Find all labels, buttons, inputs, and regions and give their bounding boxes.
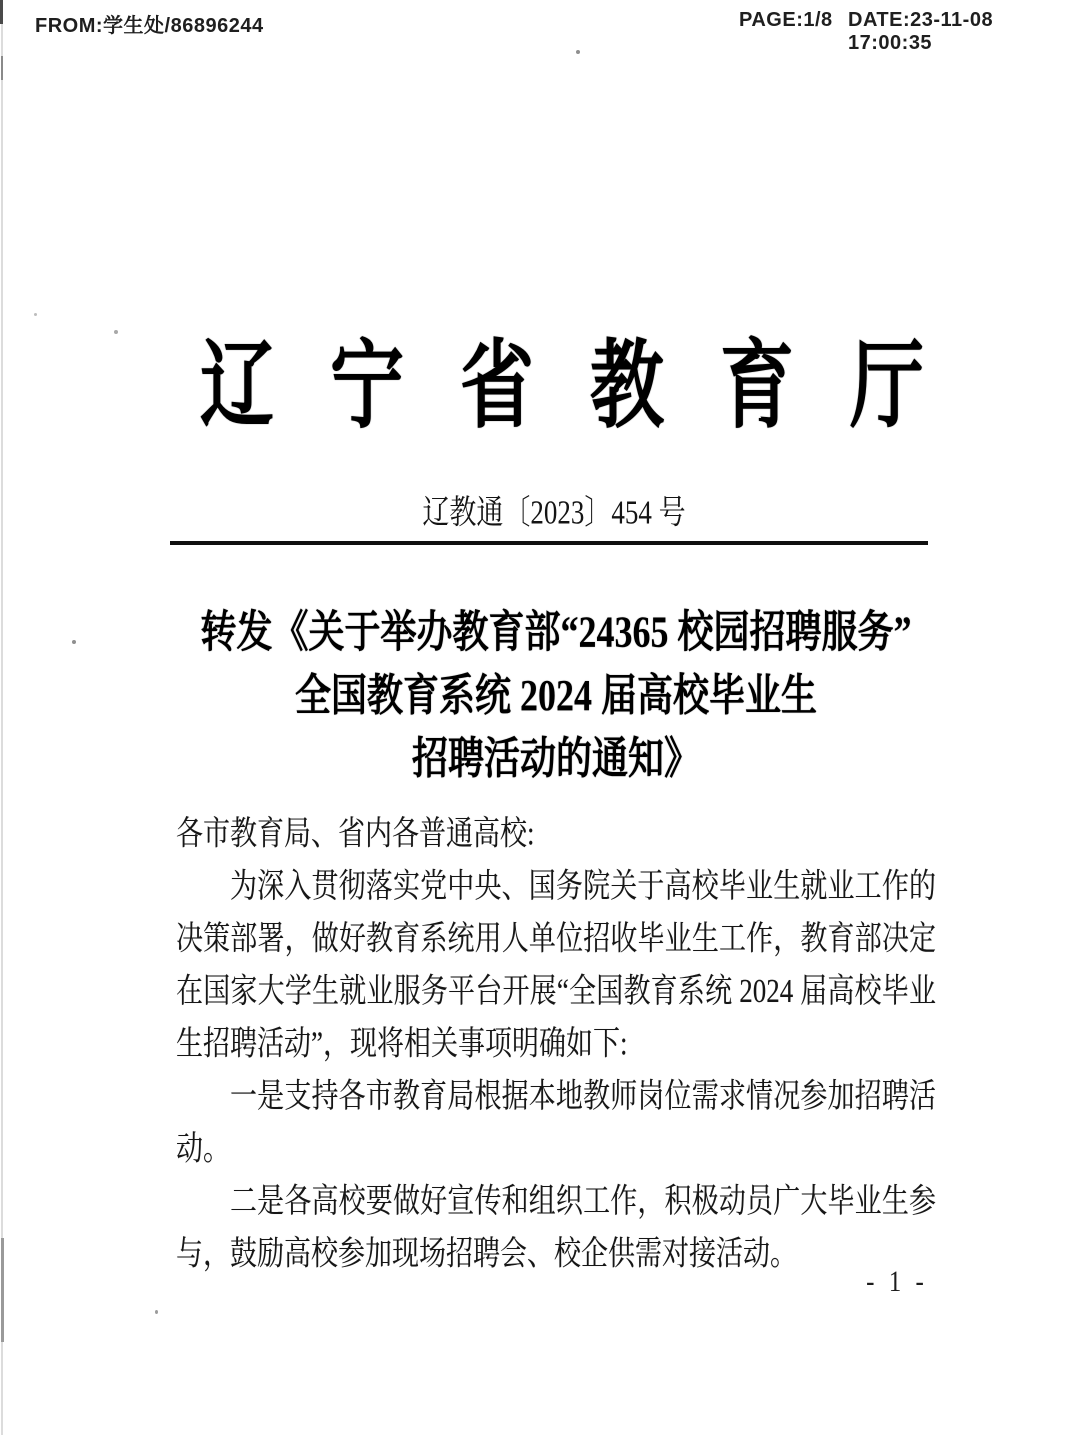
scan-speck — [576, 50, 580, 54]
scan-speck — [34, 313, 37, 316]
document-title-line: 全国教育系统 2024 届高校毕业生 — [294, 670, 817, 720]
fax-date-time: DATE:23-11-08 17:00:35 — [848, 9, 994, 54]
body-line: 决策部署，做好教育系统用人单位招收毕业生工作，教育部决定 — [176, 919, 936, 957]
page-number: - 1 - — [866, 1266, 928, 1299]
document-title — [160, 600, 952, 790]
document-title-line: 转发《关于举办教育部“24365 校园招聘服务” — [200, 607, 912, 657]
scan-speck — [72, 640, 76, 644]
letterhead-divider-rule — [170, 541, 928, 545]
document-reference-number: 辽教通〔2023〕454 号 — [422, 493, 686, 531]
scan-edge-line — [1, 0, 3, 1435]
fax-sender: FROM:学生处/86896244 — [35, 15, 264, 37]
scan-edge-mark — [0, 0, 3, 24]
fax-page-count: PAGE:1/8 — [739, 9, 833, 31]
scan-speck — [114, 330, 118, 334]
document-title-line: 招聘活动的通知》 — [411, 734, 700, 783]
document-body — [176, 807, 936, 1280]
body-line: 动。 — [176, 1129, 230, 1167]
body-line: 在国家大学生就业服务平台开展“全国教育系统 2024 届高校毕业 — [176, 972, 936, 1010]
body-line: 生招聘活动”，现将相关事项明确如下: — [176, 1024, 628, 1062]
body-line: 为深入贯彻落实党中央、国务院关于高校毕业生就业工作的 — [230, 867, 936, 905]
body-line: 二是各高校要做好宣传和组织工作，积极动员广大毕业生参 — [230, 1182, 936, 1220]
scan-edge-mark — [1, 56, 3, 80]
body-line: 一是支持各市教育局根据本地教师岗位需求情况参加招聘活 — [230, 1077, 936, 1115]
fax-transmission-header — [0, 9, 1080, 54]
body-line: 与，鼓励高校参加现场招聘会、校企供需对接活动。 — [176, 1234, 797, 1272]
letterhead-org-name: 辽宁省教育厅 — [200, 334, 980, 441]
salutation-line: 各市教育局、省内各普通高校: — [176, 814, 535, 852]
scan-speck — [155, 1310, 158, 1314]
scan-edge-mark — [1, 1238, 4, 1342]
